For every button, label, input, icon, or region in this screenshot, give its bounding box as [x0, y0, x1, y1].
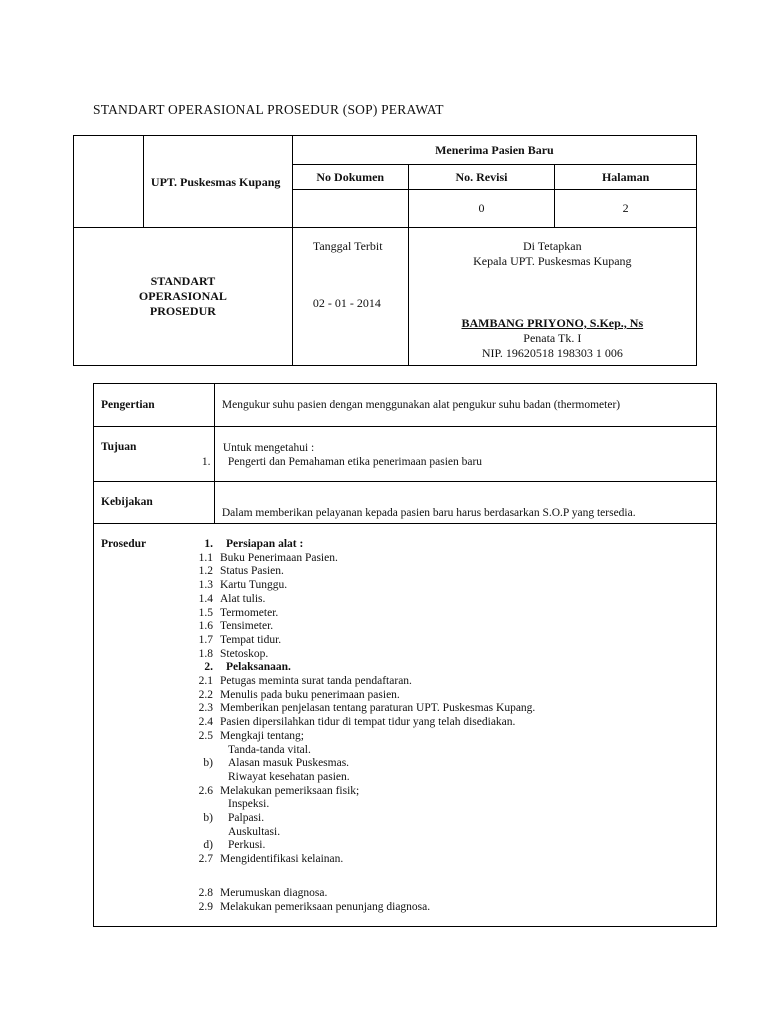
- signer-nip: NIP. 19620518 198303 1 006: [481, 346, 623, 360]
- prosedur-item-text: Perkusi.: [228, 839, 266, 852]
- prosedur-label: Prosedur: [101, 538, 147, 550]
- prosedur-item: [94, 757, 716, 771]
- prosedur-item: [94, 771, 716, 785]
- kebijakan-text: Dalam memberikan pelayanan kepada pasien baru harus berdasarkan S.O.P yang tersedia.: [214, 482, 716, 524]
- prosedur-item: [94, 798, 716, 812]
- signer-name: BAMBANG PRIYONO, S.Kep., Ns: [461, 316, 644, 330]
- prosedur-item-text: Mengidentifikasi kelainan.: [220, 853, 344, 866]
- prosedur-item-text: Memberikan penjelasan tentang paraturan UPT. Puskesmas Kupang.: [220, 702, 536, 715]
- prosedur-item-text: Termometer.: [220, 606, 279, 619]
- prosedur-item-text: Merumuskan diagnosa.: [220, 886, 328, 899]
- tujuan-intro: Untuk mengetahui :: [222, 442, 315, 454]
- prosedur-item-num: 2.1: [198, 675, 213, 688]
- prosedur-item-num: [94, 798, 213, 812]
- prosedur-item-text: Kartu Tunggu.: [220, 579, 288, 592]
- prosedur-item-text: Riwayat kesehatan pasien.: [228, 770, 350, 783]
- prosedur-item-num: b): [203, 812, 213, 825]
- prosedur-item-num: d): [203, 839, 213, 852]
- prosedur-item-num: 2.5: [198, 729, 213, 742]
- prosedur-item-text: Persiapan alat :: [226, 538, 304, 550]
- institution-name: UPT. Puskesmas Kupang: [143, 136, 292, 228]
- prosedur-item-num: 2.6: [198, 784, 213, 797]
- prosedur-item: [94, 867, 716, 887]
- no-revisi-header: No. Revisi: [408, 165, 555, 190]
- prosedur-item-num: 1.8: [198, 647, 213, 660]
- prosedur-item-text: Tanda-tanda vital.: [228, 743, 311, 756]
- prosedur-item: [94, 552, 716, 566]
- prosedur-item-num: 2.3: [198, 702, 213, 715]
- prosedur-item-text: Menulis pada buku penerimaan pasien.: [220, 688, 400, 701]
- prosedur-item-num: 1.: [204, 538, 213, 550]
- prosedur-item: [94, 538, 716, 552]
- prosedur-item: [94, 716, 716, 730]
- prosedur-item-text: Palpasi.: [228, 812, 265, 825]
- prosedur-item: [94, 839, 716, 853]
- prosedur-cell: [94, 524, 717, 927]
- tujuan-item: [201, 455, 715, 469]
- prosedur-list: [94, 538, 716, 914]
- prosedur-item-text: Buku Penerimaan Pasien.: [220, 551, 338, 564]
- prosedur-item-num: [94, 744, 213, 758]
- halaman-value: 2: [555, 190, 697, 228]
- prosedur-item: [94, 702, 716, 716]
- tanggal-label: Tanggal Terbit: [312, 239, 383, 253]
- tanggal-cell: [292, 228, 408, 366]
- prosedur-item: [94, 593, 716, 607]
- header-table: [73, 135, 697, 366]
- prosedur-item: [94, 565, 716, 579]
- prosedur-item: [94, 887, 716, 901]
- prosedur-item-text: Petugas meminta surat tanda pendaftaran.: [220, 675, 412, 688]
- prosedur-item-text: Pasien dipersilahkan tidur di tempat tidur yang telah disediakan.: [220, 716, 516, 729]
- prosedur-item-num: 2.2: [198, 688, 213, 701]
- prosedur-item: [94, 730, 716, 744]
- content-table: [93, 383, 717, 927]
- prosedur-item-num: 2.8: [198, 886, 213, 899]
- prosedur-item: [94, 689, 716, 703]
- prosedur-item-num: 2.4: [198, 716, 213, 729]
- prosedur-item-num: 1.2: [198, 565, 213, 578]
- prosedur-item-num: 1.6: [198, 620, 213, 633]
- tujuan-cell: [201, 427, 716, 482]
- prosedur-item-num: 2.9: [198, 900, 213, 913]
- pengertian-text: Mengukur suhu pasien dengan menggunakan alat pengukur suhu badan (thermometer): [214, 384, 716, 427]
- prosedur-item-num: b): [203, 757, 213, 770]
- document-title: STANDART OPERASIONAL PROSEDUR (SOP) PERAWAT: [93, 102, 444, 117]
- prosedur-item: [94, 785, 716, 799]
- prosedur-item: [94, 901, 716, 915]
- tujuan-label: Tujuan: [94, 427, 215, 482]
- prosedur-item: [94, 620, 716, 634]
- sop-label: STANDART OPERASIONAL PROSEDUR: [74, 228, 293, 366]
- procedure-title: Menerima Pasien Baru: [292, 136, 696, 165]
- pengertian-label: Pengertian: [94, 384, 215, 427]
- halaman-header: Halaman: [555, 165, 697, 190]
- signer-rank: Penata Tk. I: [523, 331, 582, 345]
- prosedur-item: [94, 853, 716, 867]
- ditetapkan-cell: [408, 228, 696, 366]
- prosedur-item-num: 1.4: [198, 592, 213, 605]
- prosedur-item: [94, 675, 716, 689]
- no-dokumen-header: No Dokumen: [292, 165, 408, 190]
- prosedur-item-num: 1.1: [198, 551, 213, 564]
- prosedur-item: [94, 607, 716, 621]
- logo-cell: [74, 136, 144, 228]
- prosedur-item-num: 2.7: [198, 853, 213, 866]
- prosedur-item-text: Mengkaji tentang;: [220, 729, 304, 742]
- kepala-label: Kepala UPT. Puskesmas Kupang: [473, 254, 632, 268]
- prosedur-item-num: 1.3: [198, 579, 213, 592]
- prosedur-item-num: 1.7: [198, 633, 213, 646]
- kebijakan-label: Kebijakan: [94, 482, 215, 524]
- prosedur-item-text: [213, 867, 220, 887]
- prosedur-item: [94, 812, 716, 826]
- prosedur-item: [94, 634, 716, 648]
- prosedur-item-num: [94, 826, 213, 840]
- prosedur-item-text: Auskultasi.: [228, 825, 281, 838]
- prosedur-item: [94, 661, 716, 675]
- prosedur-item: [94, 648, 716, 662]
- prosedur-item: [94, 579, 716, 593]
- prosedur-item-num: [94, 867, 213, 887]
- prosedur-item-text: Status Pasien.: [220, 565, 284, 578]
- prosedur-item-num: [94, 771, 213, 785]
- prosedur-item-num: 1.5: [198, 606, 213, 619]
- no-revisi-value: 0: [408, 190, 555, 228]
- prosedur-item: [94, 744, 716, 758]
- prosedur-item: [94, 826, 716, 840]
- prosedur-item-text: Tensimeter.: [220, 620, 274, 633]
- prosedur-item-text: Melakukan pemeriksaan penunjang diagnosa.: [220, 900, 431, 913]
- tanggal-value: 02 - 01 - 2014: [312, 296, 381, 310]
- prosedur-item-text: Alat tulis.: [220, 592, 266, 605]
- prosedur-item-text: Pelaksanaan.: [226, 661, 291, 674]
- prosedur-item-num: 2.: [204, 661, 213, 674]
- prosedur-item-text: Inspeksi.: [228, 798, 270, 811]
- tujuan-item-num: 1.: [201, 456, 211, 468]
- prosedur-item-text: Alasan masuk Puskesmas.: [228, 757, 350, 770]
- prosedur-item-text: Stetoskop.: [220, 647, 269, 660]
- prosedur-item-text: Tempat tidur.: [220, 633, 282, 646]
- ditetapkan-label: Di Tetapkan: [523, 239, 582, 253]
- no-dokumen-value: [292, 190, 408, 228]
- tujuan-item-text: Pengerti dan Pemahaman etika penerimaan pasien baru: [227, 456, 483, 468]
- prosedur-item-text: Melakukan pemeriksaan fisik;: [220, 784, 360, 797]
